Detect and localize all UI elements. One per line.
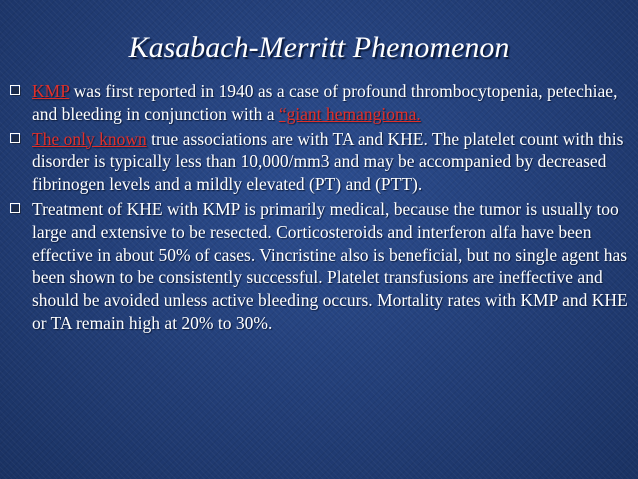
highlighted-term: The only known [32,128,147,149]
bullet-list [8,80,634,337]
bullet-item [8,80,634,126]
bullet-text: was first reported in 1940 as a case of profound thrombocytopenia, petechiae, and bleeding in conjunction with a [32,81,618,124]
slide-title: Kasabach-Merritt Phenomenon [128,31,510,64]
square-bullet-icon [10,203,21,214]
square-bullet-icon [10,133,21,144]
bullet-item [8,198,634,335]
highlighted-term: KMP [32,81,70,101]
bullet-text: true associations are with TA and KHE. The platelet count with this disorder is typically less than 10,000/mm3 and may be accompanied by decreased fibrinogen levels and a mildly elevated (PT) and (PTT). [32,128,624,195]
bullet-item [8,128,634,196]
bullet-text: Treatment of KHE with KMP is primarily medical, because the tumor is usually too large and extensive to be resected. Corticosteroids and interferon alfa have been effective in about 50% of cases. Vincristine also is beneficial, but no single agent has been shown to be consistently successful. Platelet transfusions are ineffective and should be avoided unless active bleeding occurs. Mortality rates with KMP and KHE or TA remain high at 20% to 30%. [32,198,628,333]
highlighted-term: “giant hemangioma. [278,103,421,124]
square-bullet-icon [10,85,21,96]
